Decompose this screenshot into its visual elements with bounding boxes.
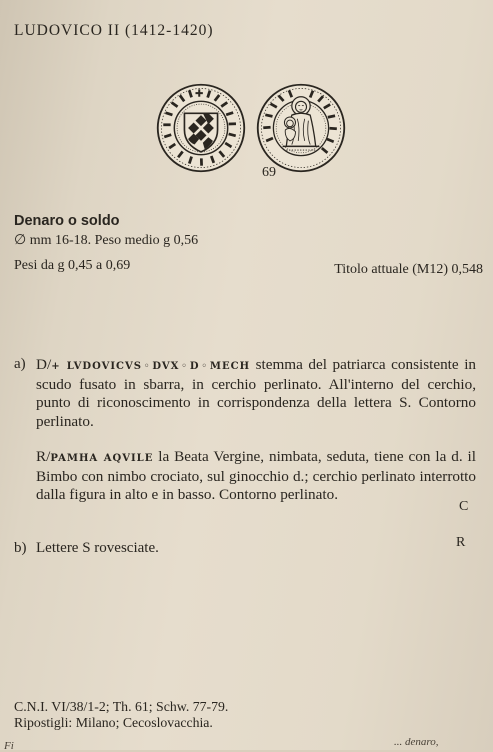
obverse-text: stemma del patriarca consistente in scudo fusato in sbarra, in cerchio perlinato. All'interno del cerchio, punto di riconoscimento in corrispondenza della lettera S. Contorno perlinato.	[36, 356, 477, 430]
reverse-description	[36, 448, 476, 505]
bibliographic-reference: C.N.I. VI/38/1-2; Th. 61; Schw. 77-79.	[14, 699, 229, 714]
item-fineness: Titolo attuale (M12) 0,548	[334, 262, 483, 277]
reverse-prefix: R/	[36, 448, 51, 465]
figure-number: 69	[262, 165, 276, 180]
page-header: LUDOVICO II (1412-1420)	[14, 22, 214, 39]
item-dimensions: ∅ mm 16-18. Peso medio g 0,56	[14, 233, 199, 248]
cut-off-text-right: ... denaro,	[394, 736, 439, 748]
reverse-text: la Beata Vergine, nimbata, seduta, tiene con la d. il Bimbo con nimbo crociato, sul ginocchio d.; cerchio perlinato interrotto dalla figura in alto e in basso. Contorno perlinato.	[36, 448, 476, 504]
variant-b-text: Lettere S rovesciate.	[36, 540, 159, 556]
obverse-prefix: D/	[36, 356, 52, 373]
cut-off-text-left: Fi	[4, 740, 14, 752]
rarity-rare: R	[456, 535, 466, 550]
variant-b-marker: b)	[14, 540, 27, 556]
reverse-legend: PAMHA AQVILE	[50, 453, 154, 464]
coin-reverse-illustration	[255, 82, 347, 174]
item-title: Denaro o soldo	[14, 213, 120, 229]
hoards-line: Ripostigli: Milano; Cecoslovacchia.	[14, 715, 213, 730]
rarity-common: C	[459, 499, 469, 514]
obverse-description	[36, 356, 476, 431]
coin-obverse-illustration	[155, 82, 247, 174]
obverse-legend: + LVDOVICVS◦DVX◦D◦MECH	[51, 361, 251, 372]
item-weights: Pesi da g 0,45 a 0,69	[14, 258, 131, 273]
variant-a-marker: a)	[14, 356, 26, 372]
